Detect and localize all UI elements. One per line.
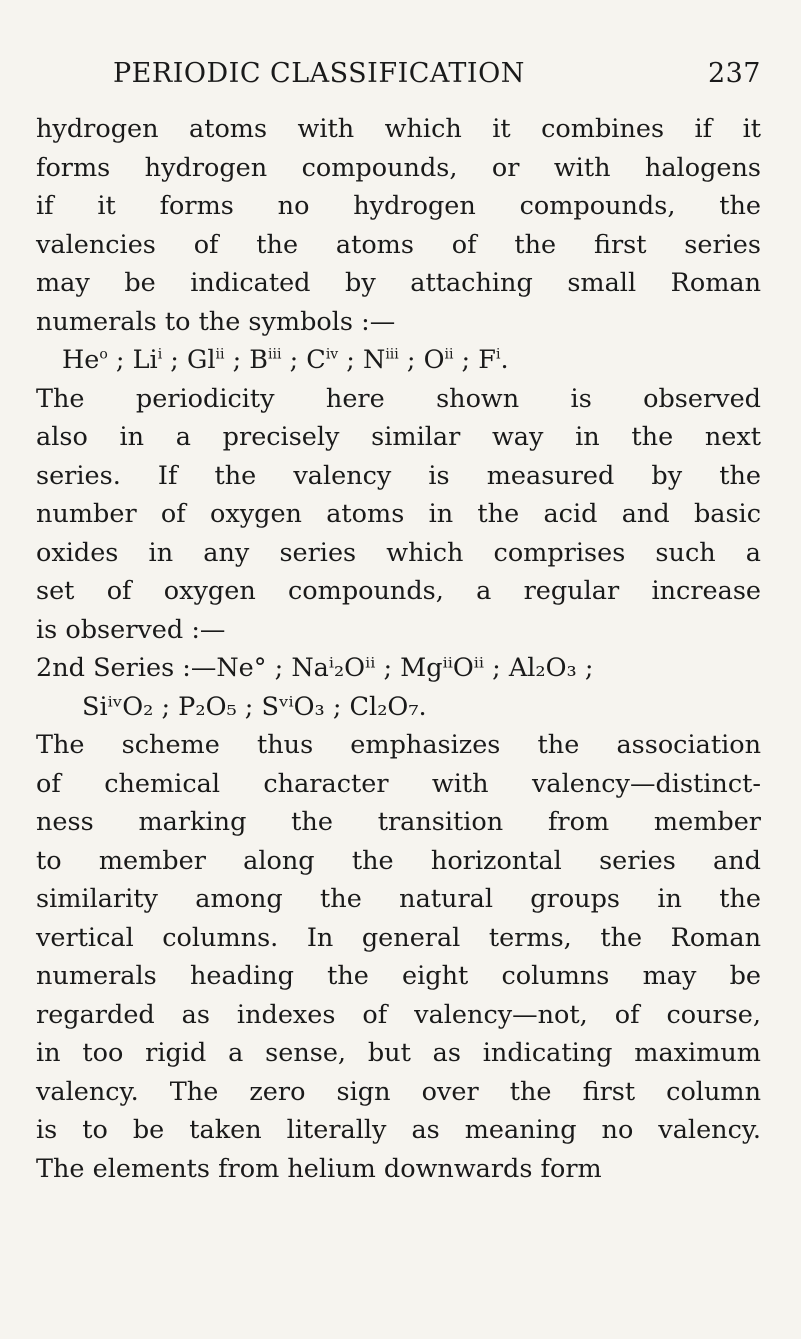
- text-line: valency. The zero sign over the first column: [36, 1076, 761, 1107]
- valency-numeral: i: [157, 346, 163, 363]
- valency-numeral: iv: [325, 346, 339, 363]
- page-number: 237: [707, 58, 761, 89]
- text-line: regarded as indexes of valency—not, of course,: [36, 999, 761, 1030]
- text-line: numerals heading the eight columns may be: [36, 961, 761, 991]
- valency-numeral: iii: [268, 346, 282, 363]
- valency-numeral: i: [495, 346, 501, 363]
- second-series-formulas-2: SiⁱᵛO₂ ; P₂O₅ ; SᵛⁱO₃ ; Cl₂O₇.: [82, 691, 427, 722]
- running-head: [113, 58, 761, 96]
- element-symbol: C: [306, 345, 326, 375]
- text-line: set of oxygen compounds, a regular increase: [36, 576, 761, 606]
- element-symbol: B: [249, 345, 269, 375]
- second-series-formulas-1: Ne° ; Naⁱ₂Oⁱⁱ ; MgⁱⁱOⁱⁱ ; Al₂O₃ ;: [216, 653, 594, 683]
- text-line: forms hydrogen compounds, or with halogens: [36, 152, 761, 183]
- element-symbol: O: [423, 345, 445, 375]
- body-text: [36, 110, 761, 1188]
- second-series-line-1: [36, 649, 761, 688]
- valency-numeral: o: [99, 346, 108, 363]
- text-line: The elements from helium downwards form: [36, 1153, 602, 1184]
- text-line: to member along the horizontal series and: [36, 845, 761, 876]
- element-symbol: F: [478, 345, 496, 375]
- text-line: oxides in any series which comprises such a: [36, 537, 761, 568]
- valency-numeral: ii: [215, 346, 225, 363]
- paragraph-3: [36, 726, 761, 1188]
- text-line: hydrogen atoms with which it combines if it: [36, 114, 761, 144]
- text-line: also in a precisely similar way in the next: [36, 422, 761, 452]
- text-line: numerals to the symbols :—: [36, 306, 396, 337]
- second-series-label: 2nd Series :—: [36, 653, 217, 683]
- paragraph-2: [36, 380, 761, 650]
- valency-numeral: iii: [385, 346, 399, 363]
- text-line: if it forms no hydrogen compounds, the: [36, 191, 761, 221]
- element-symbol: N: [363, 345, 386, 375]
- text-line: The scheme thus emphasizes the association: [36, 730, 761, 760]
- paragraph-1: [36, 110, 761, 341]
- text-line: in too rigid a sense, but as indicating maximum: [36, 1038, 761, 1068]
- text-line: is observed :—: [36, 614, 226, 645]
- valency-numeral: ii: [444, 346, 454, 363]
- second-series-line-2: [36, 688, 761, 727]
- valency-formula-line: He$^o$ ; Li$^i$ ; Gl$^{ii}$ ; $B^{iii}$ ; $C^{iv}$ ; $N^{iii}$ ; $O^{ii}$ ; $F^i$.: [62, 345, 509, 375]
- element-symbol: Li: [132, 345, 158, 375]
- text-line: is to be taken literally as meaning no valency.: [36, 1115, 761, 1145]
- text-line: vertical columns. In general terms, the Roman: [36, 922, 761, 953]
- text-line: series. If the valency is measured by the: [36, 460, 761, 491]
- text-line: number of oxygen atoms in the acid and basic: [36, 499, 761, 529]
- text-line: of chemical character with valency—distinct-: [36, 768, 761, 799]
- text-line: similarity among the natural groups in the: [36, 884, 761, 914]
- element-symbol: Gl: [186, 345, 216, 375]
- element-symbol: He: [62, 345, 100, 375]
- text-line: ness marking the transition from member: [36, 807, 761, 837]
- text-line: may be indicated by attaching small Roman: [36, 268, 761, 298]
- running-head-title: PERIODIC CLASSIFICATION: [113, 58, 525, 89]
- text-line: valencies of the atoms of the first series: [36, 229, 761, 260]
- text-line: The periodicity here shown is observed: [36, 383, 761, 414]
